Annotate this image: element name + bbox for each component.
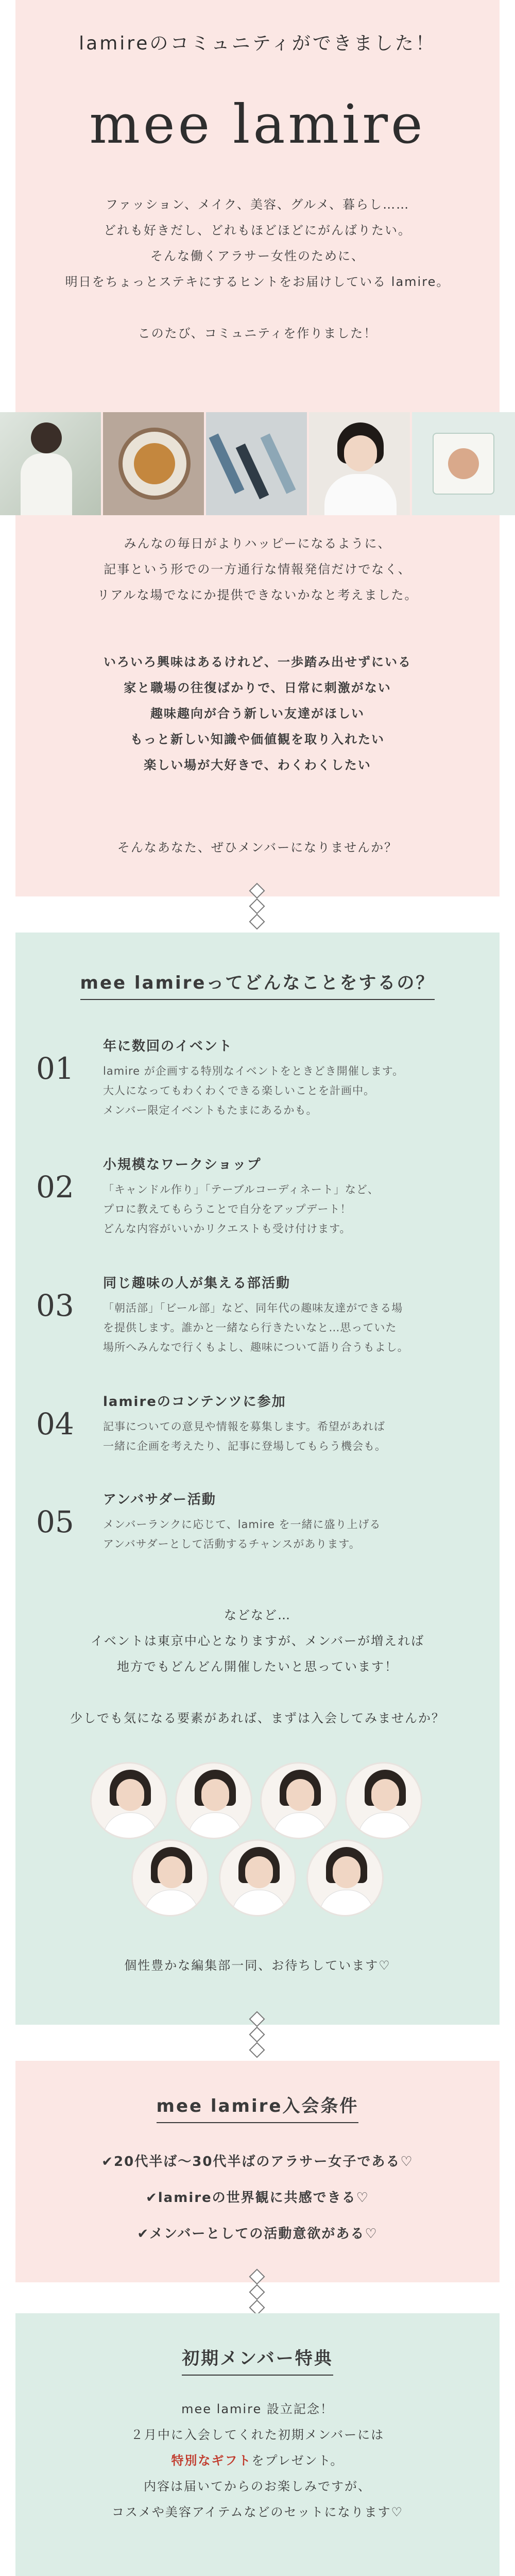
divider-diamond [249, 913, 265, 929]
activity-item [36, 1273, 489, 1365]
benefit-line: 内容は届いてからのお楽しみですが、 [144, 2479, 371, 2494]
photo-strip [0, 412, 515, 515]
divider-diamond [249, 2042, 265, 2058]
benefits-section [15, 2313, 500, 2576]
team-text: 個性豊かな編集部一同、お待ちしています♡ [124, 1958, 391, 1973]
activity-number: 04 [36, 1406, 74, 1442]
announce-text: lamireのコミュニティができました！ [79, 33, 436, 54]
photo-cosmetics [206, 412, 307, 515]
benefit-line: ２月中に入会してくれた初期メンバーには [130, 2428, 385, 2442]
editor-avatar [345, 1762, 422, 1839]
activities-section [15, 933, 500, 2025]
divider-diamond [249, 898, 265, 914]
intro-line: 明日をちょっとステキにするヒントをお届けしている lamire。 [65, 275, 450, 289]
question-text: 少しでも気になる要素があれば、まずは入会してみませんか？ [70, 1711, 445, 1725]
etc-line: 地方でもどんどん開催したいと思っています！ [117, 1659, 398, 1674]
activity-desc-line: 記事についての意見や情報を募集します。希望があれば [103, 1420, 385, 1433]
editor-avatar [260, 1762, 337, 1839]
invite-text: そんなあなた、ぜひメンバーになりませんか？ [117, 840, 398, 855]
activity-item [36, 1489, 489, 1566]
photo-person-1 [0, 412, 101, 515]
gift-highlight: 特別なギフト [171, 2453, 252, 2468]
purpose-line: リアルな場でなにか提供できないかなと考えました。 [97, 588, 418, 602]
activity-desc-line: プロに教えてもらうことで自分をアップデート！ [103, 1203, 352, 1215]
editor-avatar [175, 1762, 252, 1839]
activity-title: アンバサダー活動 [103, 1492, 216, 1507]
benefit-line: mee lamire 設立記念！ [181, 2402, 334, 2416]
benefit-line: をプレゼント。 [251, 2453, 344, 2468]
photo-food [103, 412, 204, 515]
activity-desc-line: を提供します。誰かと一緒なら行きたいなと…思っていた [103, 1321, 397, 1334]
benefits-title: 初期メンバー特典 [182, 2344, 333, 2376]
benefit-line: コスメや美容アイテムなどのセットになります♡ [111, 2505, 404, 2519]
benefit-gift-line [15, 2448, 500, 2473]
wish-line: もっと新しい知識や価値観を取り入れたい [130, 732, 385, 747]
conditions-section [15, 2061, 500, 2282]
activity-item [36, 1154, 489, 1247]
activity-number: 02 [36, 1170, 74, 1205]
activity-desc-line: アンバサダーとして活動するチャンスがあります。 [103, 1538, 360, 1550]
made-text: このたび、コミュニティを作りました！ [138, 326, 377, 341]
purpose-line: 記事という形での一方通行な情報発信だけでなく、 [104, 562, 411, 577]
photo-person-2 [309, 412, 410, 515]
activity-desc-line: どんな内容がいいかリクエストも受け付けます。 [103, 1223, 351, 1235]
divider-diamond [249, 2026, 265, 2042]
activity-number: 05 [36, 1504, 74, 1539]
editor-avatar [306, 1839, 384, 1917]
activity-title: 小規模なワークショップ [103, 1157, 262, 1173]
intro-line: ファッション、メイク、美容、グルメ、暮らし…… [105, 197, 410, 212]
editor-avatar [219, 1839, 296, 1917]
condition-item: ✔20代半ば〜30代半ばのアラサー女子である♡ [101, 2154, 414, 2170]
photo-items [412, 412, 515, 515]
condition-item: ✔lamireの世界観に共感できる♡ [145, 2190, 369, 2206]
brand-logo: mee lamire [89, 93, 426, 156]
activity-title: 同じ趣味の人が集える部活動 [103, 1276, 291, 1291]
wish-line: 趣味趣向が合う新しい友達がほしい [150, 706, 365, 721]
intro-line: そんな働くアラサー女性のために、 [150, 249, 365, 263]
activities-title: mee lamireってどんなことをするの？ [80, 969, 435, 1000]
activity-item [36, 1391, 489, 1468]
activity-item [36, 1036, 489, 1128]
activity-desc-line: 一緒に企画を考えたり、記事に登場してもらう機会も。 [103, 1440, 386, 1452]
activity-desc-line: メンバーランクに応じて、lamire を一緒に盛り上げる [103, 1518, 381, 1531]
purpose-line: みんなの毎日がよりハッピーになるように、 [124, 536, 391, 551]
activity-number: 03 [36, 1288, 74, 1323]
activity-desc-line: 「朝活部」「ビール部」など、同年代の趣味友達ができる場 [103, 1302, 403, 1314]
activity-desc-line: lamire が企画する特別なイベントをときどき開催します。 [103, 1065, 404, 1077]
wish-line: 家と職場の往復ばかりで、日常に刺激がない [124, 681, 391, 695]
divider-diamond [249, 2284, 265, 2300]
intro-line: どれも好きだし、どれもほどほどにがんばりたい。 [104, 223, 411, 238]
condition-item: ✔メンバーとしての活動意欲がある♡ [137, 2226, 378, 2242]
conditions-title: mee lamire入会条件 [157, 2092, 359, 2123]
activity-desc-line: 「キャンドル作り」「テーブルコーディネート」など、 [103, 1183, 379, 1196]
activity-title: 年に数回のイベント [103, 1039, 233, 1054]
activity-title: lamireのコンテンツに参加 [103, 1394, 286, 1410]
activity-desc-line: 場所へみんなで行くもよし、趣味について語り合うもよし。 [103, 1341, 409, 1353]
activity-number: 01 [36, 1051, 74, 1086]
editor-avatar [131, 1839, 209, 1917]
activity-desc-line: メンバー限定イベントもたまにあるかも。 [103, 1104, 318, 1116]
etc-line: イベントは東京中心となりますが、メンバーが増えれば [90, 1634, 425, 1648]
editor-avatar [90, 1762, 167, 1839]
activity-desc-line: 大人になってもわくわくできる楽しいことを計画中。 [103, 1084, 375, 1097]
etc-line: などなど… [224, 1608, 291, 1622]
wish-line: いろいろ興味はあるけれど、一歩踏み出せずにいる [104, 655, 411, 669]
wish-line: 楽しい場が大好きで、わくわくしたい [144, 758, 371, 772]
